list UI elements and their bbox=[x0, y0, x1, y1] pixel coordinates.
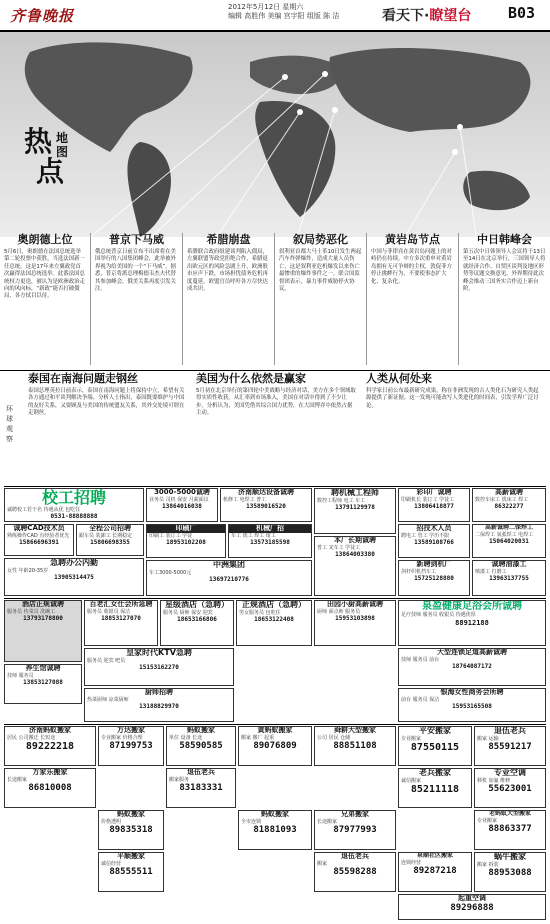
ad-body: 二保焊工 氩弧焊工 电焊工 bbox=[475, 531, 534, 538]
ad-body: 诚信经营 bbox=[101, 860, 122, 867]
editor-credits: 编辑 高胜伟 美编 宫宇阳 组版 陈 洁 bbox=[228, 12, 340, 20]
ad-title: 济南顺达设备诚聘 bbox=[238, 488, 294, 496]
ad-title: 蚂蚁搬家 bbox=[187, 726, 215, 734]
ad-body: 搬家服务 bbox=[169, 776, 190, 783]
ad-phone: 13589108766 bbox=[414, 539, 454, 547]
ad-phone: 18764087172 bbox=[452, 663, 492, 671]
ad-title: 退伍老兵 bbox=[341, 852, 369, 860]
article-title: 人类从何处来 bbox=[366, 372, 432, 385]
ad-engineer bbox=[314, 488, 396, 534]
ad-body: 数控车床工 铣床工 焊工 bbox=[475, 496, 529, 503]
ad-body: 价格透明 bbox=[101, 818, 122, 825]
ad-body: 长途搬家 bbox=[7, 776, 28, 783]
ad-ant-1 bbox=[166, 726, 236, 766]
ad-quanying bbox=[398, 600, 546, 646]
ad-title: 诚聘CAD技术员 bbox=[13, 524, 65, 532]
ad-phone: 0531-88888888 bbox=[50, 513, 98, 521]
ad-title: 皇家时代KTV急聘 bbox=[126, 648, 192, 657]
ad-body: 普工 叉车工 学徒工 bbox=[317, 544, 361, 551]
ad-welder bbox=[472, 524, 546, 558]
ad-phone: 87977993 bbox=[333, 825, 377, 836]
ad-phone: 15953165508 bbox=[452, 703, 492, 711]
ad-print-factory bbox=[146, 524, 226, 558]
ad-recruit-main bbox=[4, 488, 144, 522]
ad-yinhai bbox=[398, 688, 546, 722]
ad-body: 跟车员 装卸工 长期稳定 bbox=[79, 532, 133, 539]
ad-title: 新聘剑机厂 bbox=[416, 560, 452, 568]
ad-title: 高薪诚聘二保焊工 bbox=[484, 524, 533, 531]
ad-phone: 18653122408 bbox=[254, 616, 294, 624]
ad-title: 起重空调 bbox=[458, 894, 486, 902]
ad-office bbox=[4, 558, 144, 596]
column-body: 第五次中日韩领导人会议将于13日至14日在北京举行，三国领导人将就经济合作、自贸区谈判及地区形势等议题交换意见，外界期待此次峰会推动三国务实合作迈上新台阶。 bbox=[463, 249, 546, 293]
ad-body: 搬家 运输 bbox=[477, 735, 499, 742]
ad-phone: 13188829970 bbox=[139, 703, 179, 711]
ad-body: 数控工程师 电工 车工 bbox=[317, 497, 366, 504]
article-body: 泰国总理英拉日前表示，泰国在南海问题上将保持中立，希望有关各方通过和平谈判解决争端。分析人士指出，泰国既要维护与中国的友好关系，又要顾及与美国的传统盟友关系，其外交处境可谓在走钢丝。 bbox=[28, 388, 185, 417]
ad-title: 老兵搬家 bbox=[419, 768, 451, 777]
ad-body: 专业搬家 价格合理 bbox=[101, 734, 143, 741]
ad-ktv bbox=[84, 648, 234, 686]
ad-phone: 13697210776 bbox=[209, 576, 249, 584]
ad-title: 正规酒店（急聘） bbox=[242, 600, 306, 609]
ad-3000 bbox=[146, 488, 218, 522]
ad-aircon bbox=[474, 768, 546, 808]
column-title: 普京下马威 bbox=[109, 233, 164, 246]
ad-phone: 88863377 bbox=[488, 824, 532, 835]
column-russia bbox=[90, 233, 182, 365]
ad-title: 大型连锁足道高薪诚聘 bbox=[437, 648, 507, 656]
ad-title: 泉顺社区搬家 bbox=[416, 852, 453, 859]
page-header bbox=[0, 0, 550, 32]
article-title: 泰国在南海问题走钢丝 bbox=[28, 372, 138, 385]
ad-phone: 13589016520 bbox=[246, 503, 286, 511]
ad-phone: 13791129978 bbox=[335, 504, 375, 512]
ad-phone: 18653166806 bbox=[177, 616, 217, 624]
ad-tianyuan bbox=[314, 600, 396, 646]
ad-ant-2 bbox=[98, 810, 164, 850]
ad-foot-chain bbox=[398, 648, 546, 686]
column-huangyan bbox=[366, 233, 458, 365]
column-syria bbox=[274, 233, 366, 365]
ad-title: 田园小厨高薪诚聘 bbox=[327, 600, 383, 608]
ad-phone: 89222218 bbox=[25, 741, 75, 753]
column-summit bbox=[458, 233, 550, 365]
hotspot-map-logo bbox=[24, 125, 106, 190]
logo-char-3: 图 bbox=[56, 145, 69, 159]
section-name: 瞭望台 bbox=[429, 8, 472, 24]
ad-title: 聘机械工程师 bbox=[331, 488, 379, 497]
ad-quanshun bbox=[398, 852, 472, 892]
ad-title: 招技术人员 bbox=[416, 524, 452, 532]
ad-phone: 88851108 bbox=[333, 741, 377, 752]
ad-title: 高薪诚聘 bbox=[495, 488, 523, 496]
ad-body: 专业搬家 bbox=[401, 735, 422, 742]
ad-star-hotel bbox=[160, 600, 234, 646]
ad-veteran-2 bbox=[166, 768, 236, 808]
column-title: 叙局势恶化 bbox=[293, 233, 348, 246]
column-title: 希腊崩盘 bbox=[206, 233, 251, 246]
ad-title: 彩印厂诚聘 bbox=[416, 488, 452, 496]
logo-char-1: 热 bbox=[24, 125, 53, 158]
ad-phone: 85591217 bbox=[488, 742, 532, 753]
ad-body: 长途搬家 bbox=[317, 818, 338, 825]
ad-body: 单位 设备 长途 bbox=[169, 734, 203, 741]
ad-phone: 86322277 bbox=[494, 503, 524, 511]
ad-title: 专业空调 bbox=[494, 768, 526, 777]
ad-title: 3000-5000诚聘 bbox=[154, 488, 210, 496]
ad-machine-factory bbox=[228, 524, 312, 558]
ad-body: 居民 公司搬迁 长短途 bbox=[7, 734, 56, 741]
ads-divider bbox=[4, 724, 546, 725]
ad-chef bbox=[84, 688, 234, 722]
ad-title: 星级酒店（急聘） bbox=[165, 600, 229, 609]
ad-phone: 89835318 bbox=[109, 825, 153, 836]
ad-body: 诚信搬家 bbox=[401, 777, 422, 784]
ad-high-pay bbox=[472, 488, 546, 522]
ad-body: 服务员 厨师 保安 迎宾 bbox=[163, 609, 213, 616]
ad-body: 专业搬家 bbox=[477, 817, 498, 824]
ad-loom bbox=[398, 560, 470, 596]
ad-formal-hotel bbox=[236, 600, 312, 646]
ad-title: 厨师招聘 bbox=[145, 688, 173, 696]
ad-title: 校工招聘 bbox=[41, 488, 106, 507]
ad-body: 服务员 迎宾 吧员 bbox=[87, 657, 126, 664]
ad-wanjiale bbox=[4, 768, 96, 808]
column-title: 中日韩峰会 bbox=[477, 233, 532, 246]
ad-phone: 15725128880 bbox=[414, 575, 454, 583]
ad-factory-long bbox=[314, 536, 396, 596]
ad-title: 黄蚂蚁搬家 bbox=[257, 726, 293, 734]
ad-title: 平安搬家 bbox=[419, 726, 451, 735]
ads-divider bbox=[4, 598, 546, 599]
section-title bbox=[382, 5, 471, 25]
article-body: 5月初在北京举行的第四轮中美战略与经济对话，美方在多个领域取得实质性收获。从汇率到市场准入，美国在对话中得到了不少让步。分析认为，美国凭借其综合国力优势，在大国博弈中依然占据主动。 bbox=[196, 388, 356, 417]
ad-title: 印刷厂 bbox=[147, 525, 225, 533]
ad-body: 服务员 传菜员 洗碗工 bbox=[7, 608, 56, 615]
ad-quancheng bbox=[76, 524, 144, 556]
issue-date: 2012年5月12日 星期六 bbox=[228, 3, 304, 11]
ad-title: 急聘办公内勤 bbox=[50, 558, 98, 567]
ad-title: 蜗牛搬家 bbox=[494, 852, 526, 861]
ad-title: 万达搬家 bbox=[117, 726, 145, 734]
newspaper-brand: 齐鲁晚报 bbox=[10, 7, 75, 25]
ad-body: 诚聘校工若干名 待遇从优 包吃住 bbox=[7, 506, 81, 513]
ad-veteran-1 bbox=[474, 726, 546, 766]
ad-title: 济南蚂蚁搬家 bbox=[29, 726, 71, 734]
ad-phone: 13806418877 bbox=[414, 503, 454, 511]
ad-phone: 18853127070 bbox=[101, 615, 141, 623]
ad-body: 技师 服务员 bbox=[7, 672, 34, 679]
ad-body: 男女服务员 包吃住 bbox=[239, 609, 281, 616]
side-label: 环球观察 bbox=[6, 405, 13, 443]
column-body: 俄总统普京日前宣布不出席将在美国举行的八国集团峰会，此举被外界视为给美国的一个“下马威”。据悉，普京将派总理梅德韦杰夫代替其参加峰会，俄美关系再度引发关注。 bbox=[95, 249, 177, 293]
ad-phone: 13905314475 bbox=[54, 574, 94, 582]
ad-body: 车工3000-5000元 bbox=[149, 569, 192, 576]
ad-phone: 13853127088 bbox=[23, 679, 63, 687]
ad-title: 平顺搬家 bbox=[117, 852, 145, 860]
logo-char-4: 点 bbox=[36, 155, 65, 188]
ad-cad bbox=[4, 524, 74, 556]
ad-body: 聘电工 管工 学历不限 bbox=[401, 532, 450, 539]
article-title: 美国为什么依然是赢家 bbox=[196, 372, 306, 385]
ad-phone: 86810008 bbox=[28, 783, 72, 794]
ad-title: 银海女性商务会所聘 bbox=[440, 688, 504, 696]
ad-pingan bbox=[398, 726, 472, 766]
ad-body: 印刷工 装订工 学徒 bbox=[149, 532, 193, 539]
ad-title: 机械厂招 bbox=[229, 525, 311, 533]
column-body: 5月6日，奥朗德在法国总统选举第二轮投票中获胜，当选法国新一任总统，这是17年来左翼政党首次赢得法国总统选举。此番法国总统权力更迭，被认为是欧洲政治走向的风向标，“新政”能否打破僵局，各方拭目以待。 bbox=[4, 249, 85, 300]
column-france bbox=[0, 233, 90, 365]
ad-phone: 15866696391 bbox=[19, 539, 59, 547]
column-body: 中国与菲律宾在黄岩岛问题上的对峙仍在持续。中方多次重申对黄岩岛拥有无可争辩的主权，敦促菲方停止挑衅行为，不要使事态扩大化、复杂化。 bbox=[371, 249, 452, 285]
ad-brothers bbox=[314, 810, 396, 850]
ad-phone: 15064020031 bbox=[489, 538, 529, 546]
ad-body: 全市连锁 bbox=[241, 818, 262, 825]
ad-body: 前台 服务员 保洁 bbox=[401, 696, 440, 703]
ad-phone: 58590585 bbox=[179, 741, 223, 752]
ad-tech-staff bbox=[398, 524, 470, 558]
ad-body: 热菜厨师 凉菜厨师 bbox=[87, 696, 129, 703]
issue-meta bbox=[228, 3, 339, 21]
ad-phone: 13864003380 bbox=[335, 551, 375, 559]
ad-body: 搬家 bbox=[317, 860, 328, 867]
column-title: 黄岩岛节点 bbox=[385, 233, 440, 246]
ad-veteran-3 bbox=[314, 852, 396, 892]
headline-columns bbox=[0, 233, 550, 368]
ad-title: 退伍老兵 bbox=[494, 726, 526, 735]
ad-body: 剑杆织机挡车工 bbox=[401, 568, 437, 575]
ad-phone: 85598288 bbox=[333, 867, 377, 878]
article-usa bbox=[196, 372, 356, 418]
page-number: B03 bbox=[508, 4, 536, 22]
ad-title: 泉盈健康足浴会所诚聘 bbox=[422, 601, 522, 612]
ad-body: 连锁经营 bbox=[401, 859, 422, 866]
ad-phone: 13573185598 bbox=[250, 539, 290, 547]
ad-phone: 88555511 bbox=[109, 867, 153, 878]
ad-body: 女性 年龄20-35岁 bbox=[7, 567, 49, 574]
ad-title: 本厂长期诚聘 bbox=[334, 536, 376, 544]
ad-zhongzhou bbox=[146, 560, 312, 596]
ad-title: 诚聘油漆工 bbox=[491, 560, 527, 568]
ad-title: 酒店正规诚聘 bbox=[22, 600, 64, 608]
ad-phone: 83183331 bbox=[179, 783, 223, 794]
article-origin bbox=[366, 372, 542, 410]
ad-pingshun bbox=[98, 852, 164, 892]
ad-broadway bbox=[84, 600, 158, 646]
ad-body: 服务员 收银员 保洁 bbox=[87, 608, 131, 615]
ad-laobing bbox=[398, 768, 472, 808]
ad-phone: 88912188 bbox=[455, 618, 489, 627]
ad-body: 业务员 司机 保安 月薪面议 bbox=[149, 496, 209, 503]
ad-body: 喷漆工 打磨工 bbox=[475, 568, 507, 575]
column-greece bbox=[182, 233, 274, 365]
ad-title: 舜耕大型搬家 bbox=[334, 726, 376, 734]
logo-char-2: 地 bbox=[56, 131, 69, 145]
column-title: 奥朗德上位 bbox=[17, 233, 73, 246]
ad-title: 中洲集团 bbox=[213, 560, 245, 569]
ad-phone: 15806698355 bbox=[90, 539, 130, 547]
ad-hotel-formal bbox=[4, 600, 82, 662]
ad-phone: 89296888 bbox=[450, 902, 494, 913]
ad-wellness bbox=[4, 664, 82, 704]
ad-body: 厨师 面点师 服务员 bbox=[317, 608, 361, 615]
ad-ant-3 bbox=[238, 810, 312, 850]
ad-title: 老蚂蚁大型搬家 bbox=[488, 810, 531, 817]
ad-yellow-ant bbox=[238, 726, 312, 766]
ad-body: 车工 铣工 焊工 钳工 bbox=[231, 532, 276, 539]
section-prefix: 看天下· bbox=[382, 8, 430, 24]
ad-title: 全程公司招聘 bbox=[89, 524, 131, 532]
ad-body: 搬家 搬厂 起重 bbox=[241, 734, 275, 741]
article-body: 科学家日前公布最新研究成果，称在非洲发现的古人类化石为研究人类起源提供了新证据。这一发现可能改写人类进化的时间表，引发学界广泛讨论。 bbox=[366, 388, 539, 409]
ad-wanda bbox=[98, 726, 164, 766]
ad-body: 技师 服务员 前台 bbox=[401, 656, 440, 663]
ad-phone: 55623001 bbox=[488, 784, 532, 795]
ad-phone: 87199753 bbox=[109, 741, 153, 752]
ad-color-print bbox=[398, 488, 470, 522]
ad-snail bbox=[474, 852, 546, 892]
ad-phone: 13864016038 bbox=[162, 503, 202, 511]
ad-phone: 13963137755 bbox=[489, 575, 529, 583]
ad-phone: 85211118 bbox=[410, 784, 460, 796]
ad-title: 万家乐搬家 bbox=[32, 768, 68, 776]
classified-ads bbox=[4, 486, 546, 922]
ad-body: 公司 居民 仓储 bbox=[317, 734, 351, 741]
ad-phone: 15153162270 bbox=[139, 664, 179, 672]
ad-old-ant bbox=[474, 810, 546, 850]
ads-divider bbox=[4, 486, 546, 487]
ad-title: 蚂蚁搬家 bbox=[117, 810, 145, 818]
column-body: 希腊联合政府组建谈判陷入僵局，左翼联盟等政党拒绝合作，希腊退出欧元区的风险急剧上升，欧洲股市应声下跌，市场担忧债务危机再度蔓延，欧盟官员呼吁各方尽快达成共识。 bbox=[187, 249, 268, 293]
ad-phone: 89287218 bbox=[413, 866, 457, 877]
ad-body: 印刷机长 装订工 学徒工 bbox=[401, 496, 455, 503]
ad-phone: 18953102208 bbox=[166, 539, 206, 547]
ad-shunda bbox=[220, 488, 312, 522]
ad-phone: 88953088 bbox=[488, 868, 532, 879]
ad-phone: 81881093 bbox=[253, 825, 297, 836]
ad-title: 退伍老兵 bbox=[187, 768, 215, 776]
ad-body: 搬家 拆装 bbox=[477, 861, 499, 868]
ad-phone: 15953103898 bbox=[335, 615, 375, 623]
ad-jinan-ant bbox=[4, 726, 96, 766]
column-body: 叙利亚首都大马士革10日发生两起汽车炸弹爆炸，造成大量人员伤亡，这是叙利亚危机爆发以来伤亡最惨重的爆炸事件之一。联合国监督团表示，暴力事件威胁停火协议。 bbox=[279, 249, 362, 293]
ad-title: 蚂蚁搬家 bbox=[261, 810, 289, 818]
ad-title: 养生馆诚聘 bbox=[25, 664, 61, 672]
ad-body: 足疗技师 服务员 收银员 待遇优厚 bbox=[401, 612, 476, 618]
ad-title: 百老汇女仕会所急聘 bbox=[89, 600, 153, 608]
ad-phone: 87550115 bbox=[410, 742, 460, 754]
ad-shungeng bbox=[314, 726, 396, 766]
ad-painter bbox=[472, 560, 546, 596]
ad-phone: 89076809 bbox=[253, 741, 297, 752]
ad-body: 熟练操作CAD 有经验者优先 bbox=[7, 532, 70, 539]
ad-title: 兄弟搬家 bbox=[341, 810, 369, 818]
ad-crane-aircon bbox=[398, 894, 546, 920]
ad-phone: 13793178800 bbox=[23, 615, 63, 623]
article-thailand bbox=[28, 372, 186, 418]
ad-body: 机修工 电焊工 普工 bbox=[223, 496, 267, 503]
ad-body: 移机 加氟 维修 bbox=[477, 777, 511, 784]
